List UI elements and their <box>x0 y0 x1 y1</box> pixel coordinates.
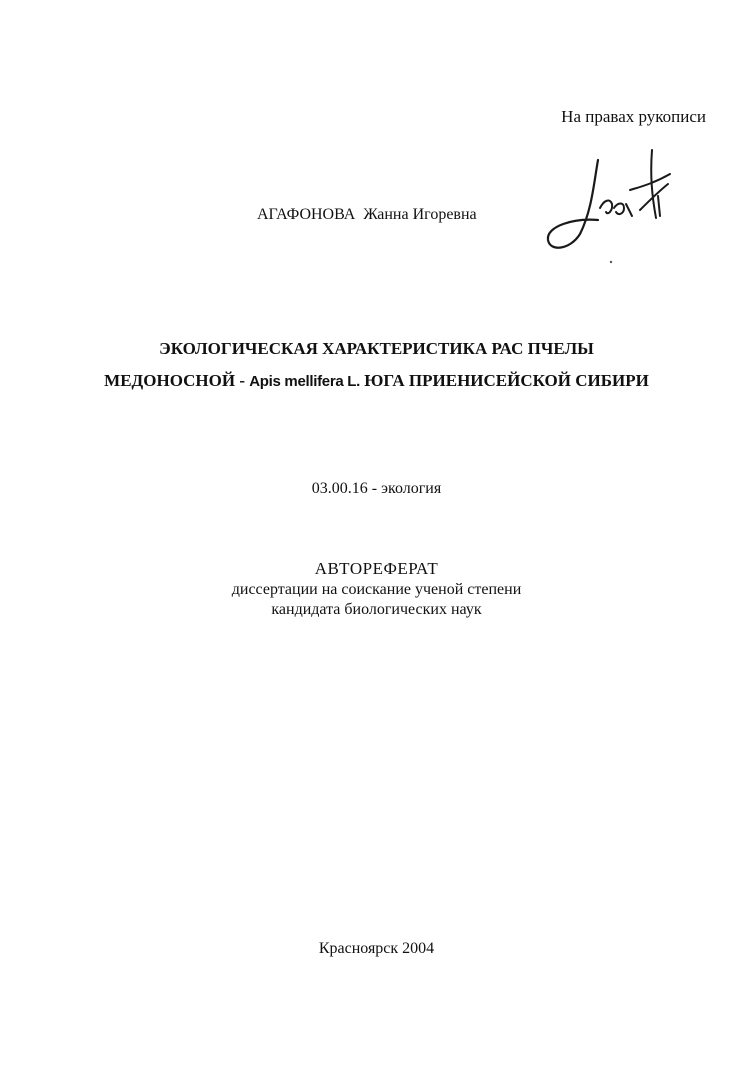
title-line-1: ЭКОЛОГИЧЕСКАЯ ХАРАКТЕРИСТИКА РАС ПЧЕЛЫ <box>159 339 594 358</box>
rights-notice: На правах рукописи <box>561 107 706 126</box>
signature-dot <box>610 261 612 263</box>
city-year: Красноярск 2004 <box>318 940 435 957</box>
signature-stroke-letters <box>600 201 632 216</box>
author-surname: АГАФОНОВА <box>257 206 356 223</box>
author-name <box>257 206 477 224</box>
signature-stroke-cross <box>630 150 670 218</box>
author-given-names: Жанна Игоревна <box>363 206 477 223</box>
abstract-line-2: кандидата биологических наук <box>271 601 482 618</box>
dissertation-title <box>0 333 753 398</box>
title-line-2-prefix: МЕДОНОСНОЙ - <box>104 371 250 390</box>
specialty-code: 03.00.16 - экология <box>311 480 442 497</box>
handwritten-signature <box>540 146 675 266</box>
title-line-2 <box>0 365 753 398</box>
abstract-block <box>0 558 753 620</box>
signature-stroke-loop <box>548 160 598 248</box>
abstract-heading: АВТОРЕФЕРАТ <box>314 559 439 578</box>
title-latin-species: Apis mellifera L. <box>249 373 361 390</box>
abstract-line-1: диссертации на соискание ученой степени <box>231 581 522 598</box>
title-line-2-suffix: ЮГА ПРИЕНИСЕЙСКОЙ СИБИРИ <box>360 371 649 390</box>
